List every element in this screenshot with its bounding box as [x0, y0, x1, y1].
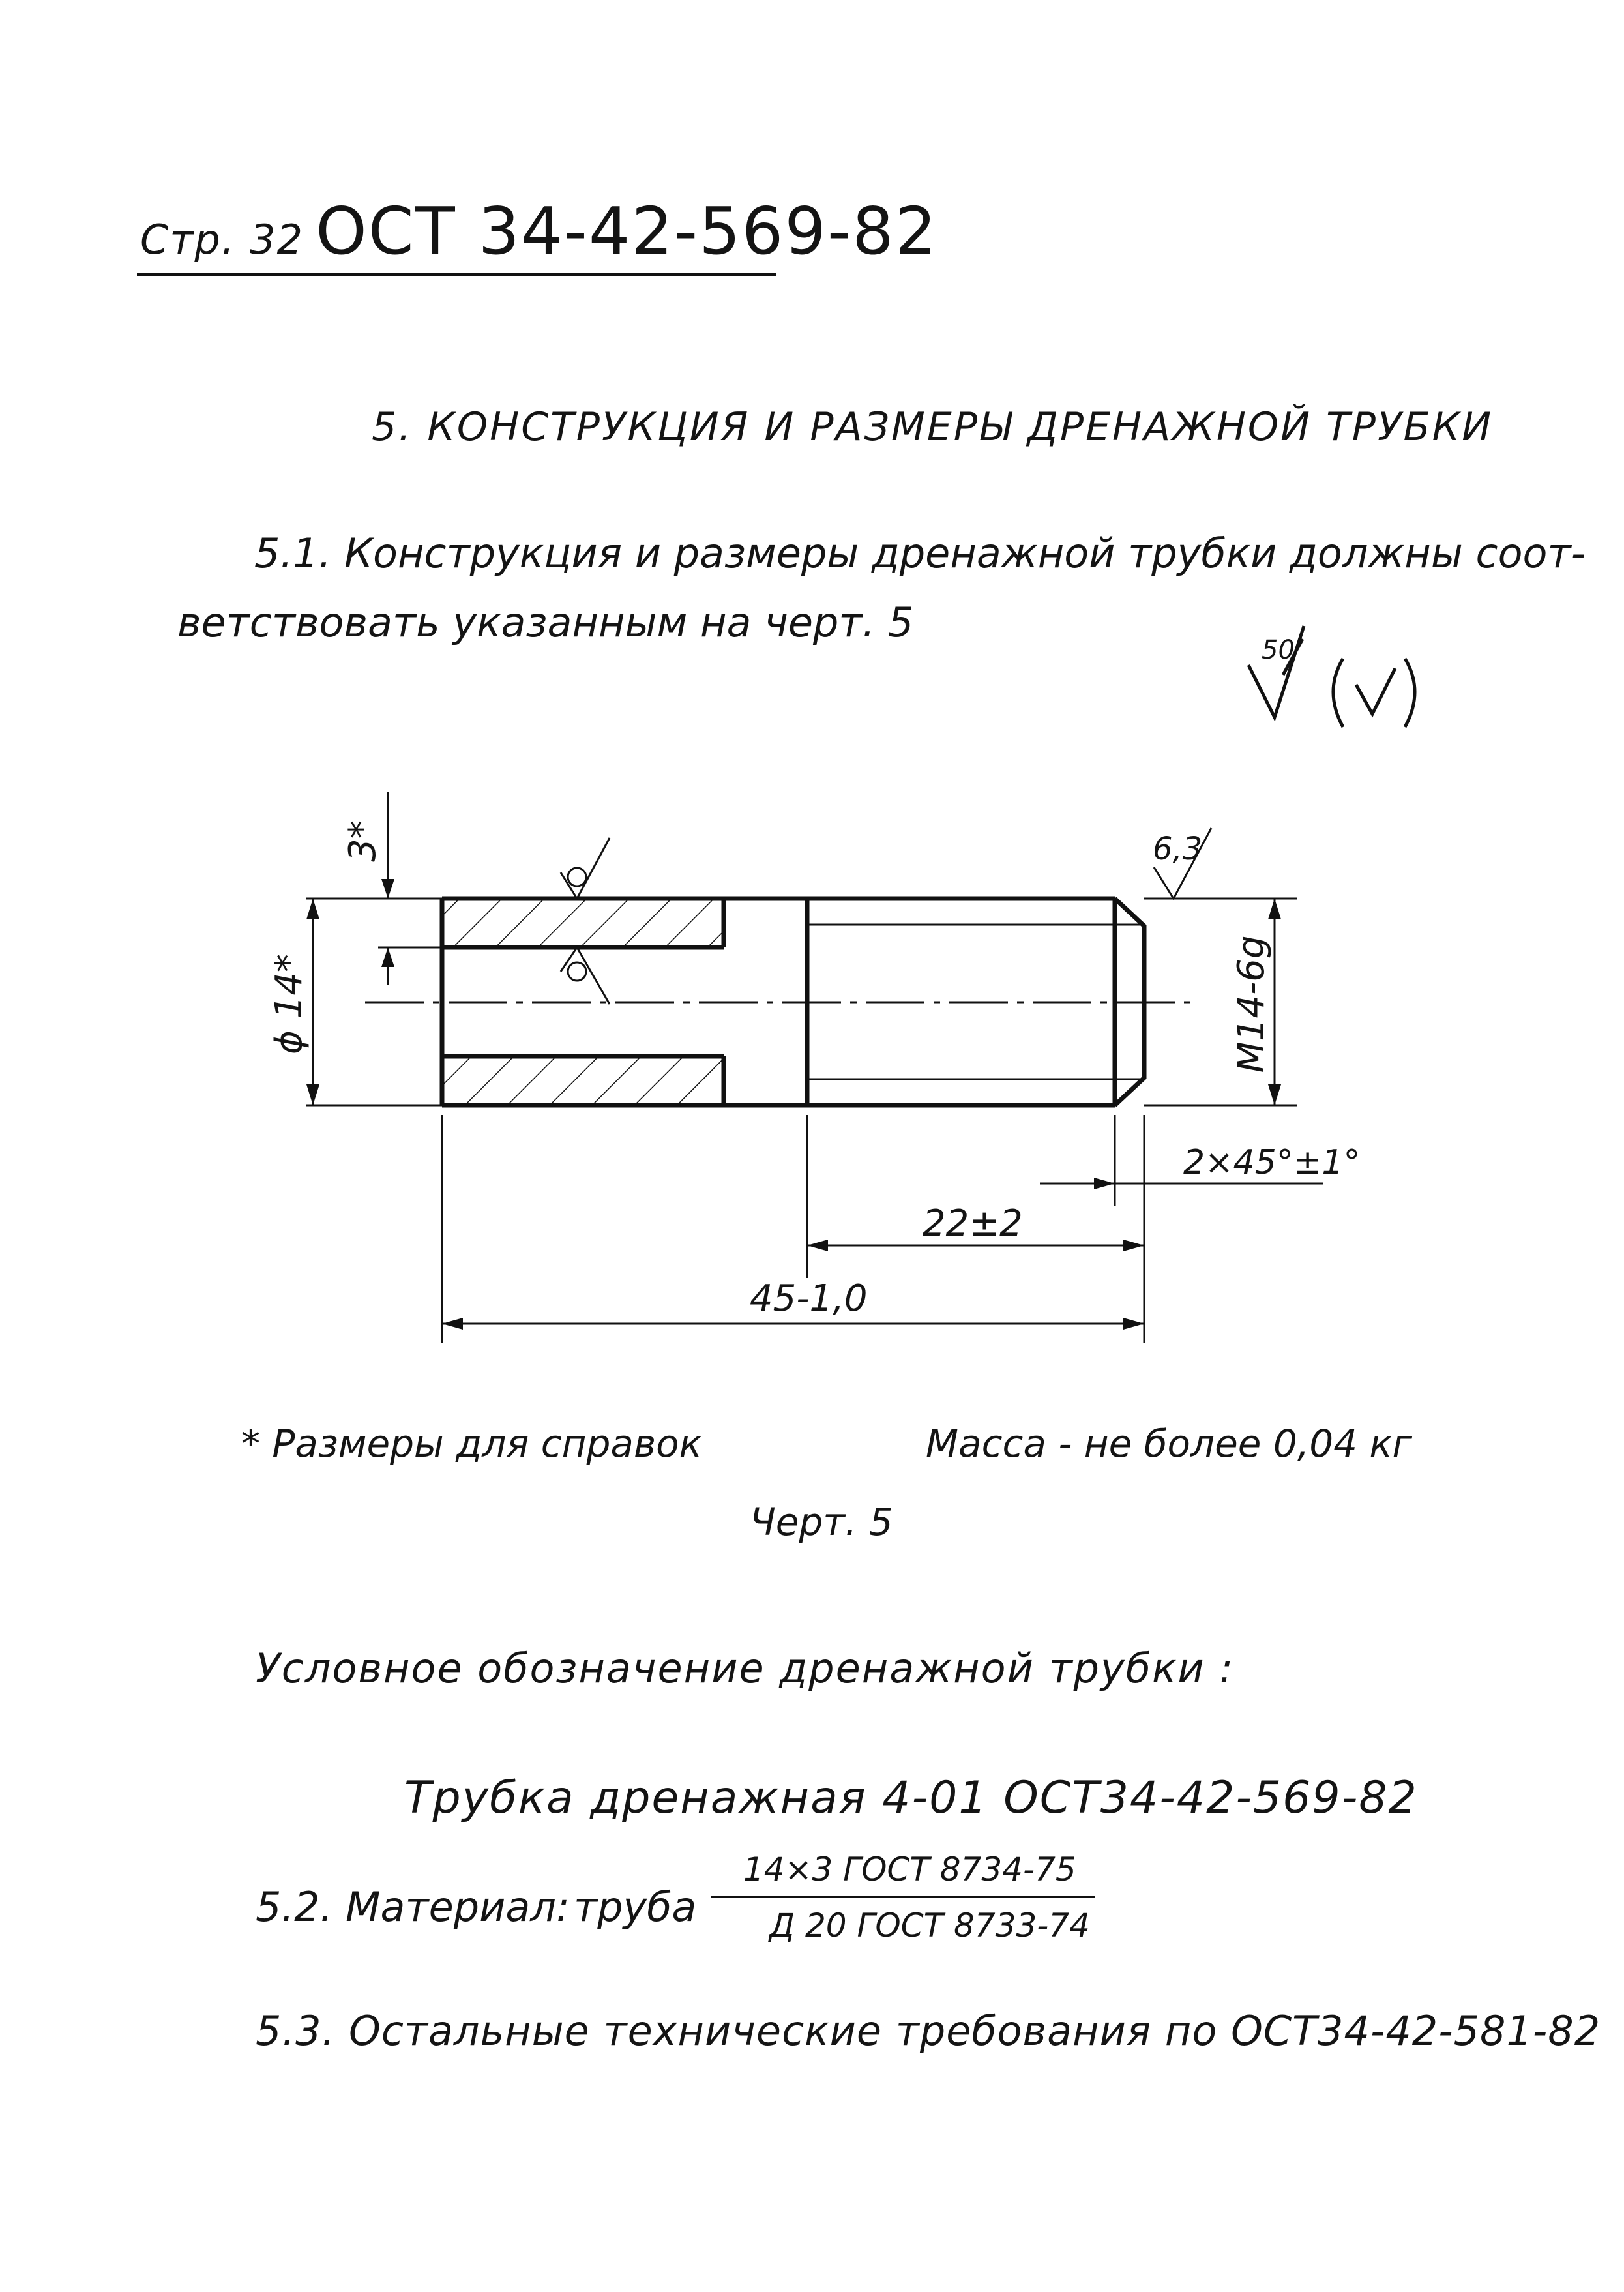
section-title: 5. КОНСТРУКЦИЯ И РАЗМЕРЫ ДРЕНАЖНОЙ ТРУБКИ	[372, 404, 1494, 450]
dim-thread-length: 22±2	[923, 1202, 1023, 1245]
dim-thread: M14-6g	[1230, 935, 1273, 1073]
header-underline	[137, 273, 776, 276]
paragraph-5-1-line2: ветствовать указанным на черт. 5	[177, 599, 914, 646]
material-numerator: 14×3 ГОСТ 8734-75	[743, 1851, 1076, 1888]
general-roughness-value: 50	[1262, 635, 1295, 665]
designation-title: Условное обозначение дренажной трубки :	[256, 1645, 1235, 1692]
dim-roughness: 6,3	[1153, 831, 1203, 867]
page-header	[140, 193, 937, 269]
designation-value: Трубка дренажная 4-01 ОСТ34-42-569-82	[404, 1772, 1418, 1824]
material-denominator: Д 20 ГОСТ 8733-74	[769, 1907, 1090, 1944]
reference-note: * Размеры для справок	[241, 1421, 702, 1466]
upper-wall-section	[442, 899, 724, 947]
page-number: Стр. 32	[140, 216, 304, 263]
figure-caption: Черт. 5	[750, 1500, 893, 1544]
dim-total-length: 45-1,0	[750, 1277, 868, 1320]
mass-note: Масса - не более 0,04 кг	[926, 1421, 1412, 1466]
dim-chamfer: 2×45°±1°	[1183, 1143, 1361, 1182]
lower-wall-section	[442, 1056, 724, 1105]
material-label: 5.2. Материал:	[256, 1883, 570, 1931]
paragraph-5-1-line1: 5.1. Конструкция и размеры дренажной трубки должны соот-	[254, 529, 1586, 577]
standard-code: ОСТ 34-42-569-82	[316, 193, 938, 269]
other-requirements: 5.3. Остальные технические требования по ОСТ34-42-581-82	[256, 2007, 1601, 2055]
material-fraction-line	[711, 1896, 1095, 1898]
material-type: труба	[574, 1883, 697, 1931]
dim-outer-diameter: ϕ 14*	[268, 954, 310, 1054]
dim-wall-thickness: 3*	[342, 820, 384, 862]
